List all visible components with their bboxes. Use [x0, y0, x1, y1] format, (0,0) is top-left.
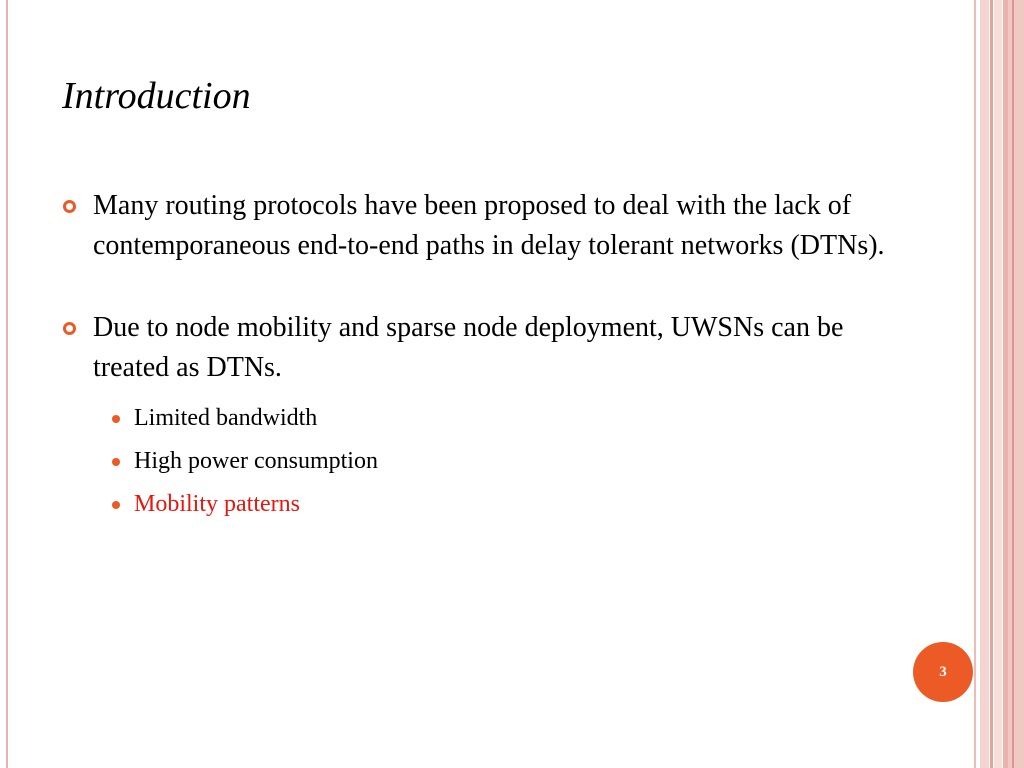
page-number-badge: [913, 642, 973, 702]
sub-bullet-item: [103, 440, 922, 483]
right-border-stripe: [974, 0, 976, 768]
slide-content: [62, 186, 922, 526]
page-number: 3: [939, 663, 947, 680]
sub-bullet-text: High power consumption: [134, 448, 378, 474]
right-border-stripe: [994, 0, 1002, 768]
dot-bullet-icon: [112, 458, 120, 466]
dot-bullet-icon: [112, 501, 120, 509]
dot-bullet-icon: [112, 415, 120, 423]
bullet-text: Many routing protocols have been proposed to deal with the lack of contemporaneous end-to-end paths in delay tolerant networks (DTNs).: [93, 190, 885, 261]
bullet-item: [62, 186, 922, 266]
ring-bullet-icon: [63, 200, 76, 213]
right-border-stripe: [990, 0, 993, 768]
sub-bullet-text: Limited bandwidth: [134, 405, 318, 431]
bullet-text: Due to node mobility and sparse node deployment, UWSNs can be treated as DTNs.: [93, 312, 844, 383]
left-border-line: [6, 0, 8, 768]
right-border-stripe: [1008, 0, 1024, 768]
sub-bullet-list: [93, 397, 922, 526]
bullet-item: [62, 308, 922, 526]
slide-title: Introduction: [62, 75, 251, 117]
sub-bullet-item-highlighted: [103, 483, 922, 526]
sub-bullet-text: Mobility patterns: [134, 491, 300, 517]
right-border-stripe: [1012, 0, 1014, 768]
ring-bullet-icon: [63, 322, 76, 335]
right-border-stripe: [980, 0, 989, 768]
sub-bullet-item: [103, 397, 922, 440]
